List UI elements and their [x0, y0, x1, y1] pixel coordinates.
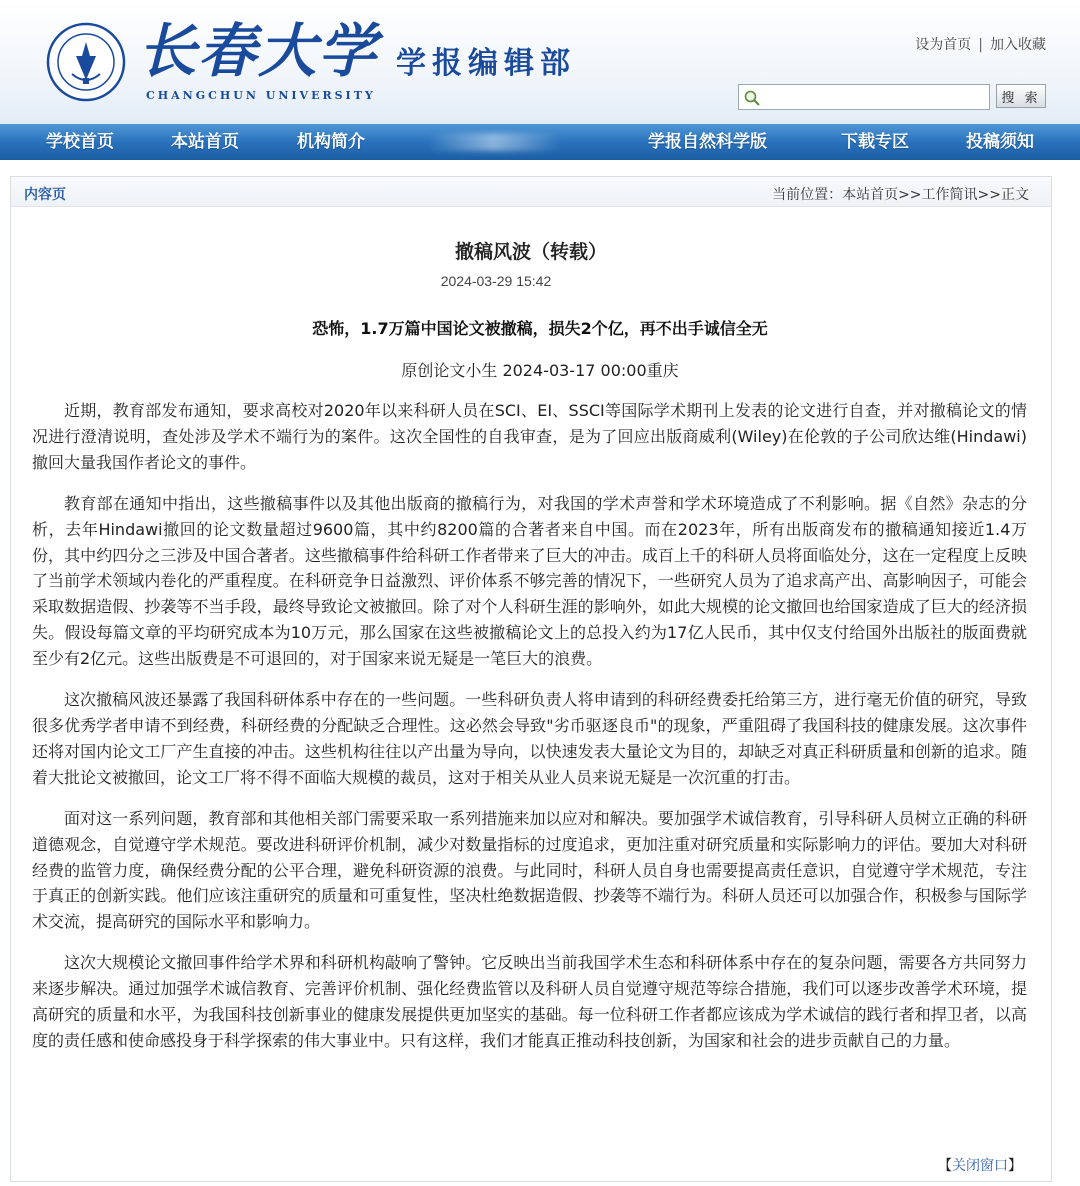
add-favorite-link[interactable]: 加入收藏 [990, 37, 1046, 53]
breadcrumb [11, 177, 1051, 207]
university-logo-english: CHANGCHUN UNIVERSITY [146, 89, 376, 102]
top-links [915, 34, 1046, 54]
article-title: 撤稿风波（转载） [454, 241, 607, 263]
article-paragraph: 教育部在通知中指出，这些撤稿事件以及其他出版商的撤稿行为，对我国的学术声誉和学术环境造成了不利影响。据《自然》杂志的分析，去年Hindawi撤回的论文数量超过9600篇，其中约8200篇的合著者来自中国。而在2023年，所有出版商发布的撤稿通知接近1.4万份，其中约四分之三涉及中国合著者。这些撤稿事件给科研工作者带来了巨大的冲击。成百上千的科研人员将面临处分，这在一定程度上反映了当前学术领域内卷化的严重程度。在科研竞争日益激烈、评价体系不够完善的情况下，一些研究人员为了追求高产出、高影响因子，可能会采取数据造假、抄袭等不当手段，最终导致论文被撤回。除了对个人科研生涯的影响外，如此大规模的论文撤回也给国家造成了巨大的经济损失。假设每篇文章的平均研究成本为10万元，那么国家在这些被撤稿论文上的总投入约为17亿人民币，其中仅支付给国外出版社的版面费就至少有2亿元。这些出版费是不可退回的，对于国家来说无疑是一笔巨大的浪费。 [32, 493, 1027, 669]
university-seal-icon [46, 22, 126, 102]
university-logo-text: 长春大学 [138, 17, 379, 85]
search-icon [743, 89, 761, 107]
blurred-nav-item [428, 133, 560, 151]
top-links-separator: | [978, 37, 983, 53]
nav-item-school-home[interactable]: 学校首页 [46, 132, 114, 152]
breadcrumb-path: 当前位置：本站首页>>工作简讯>>正文 [772, 187, 1029, 203]
close-window-link[interactable] [938, 1155, 1022, 1175]
nav-item-natural-science-edition[interactable]: 学报自然科学版 [648, 132, 767, 152]
section-label: 内容页 [24, 187, 66, 203]
bracket-open: 【 [938, 1158, 952, 1174]
article-paragraph: 近期，教育部发布通知，要求高校对2020年以来科研人员在SCI、EI、SSCI等国际学术期刊上发表的论文进行自查，并对撤稿论文的情况进行澄清说明，查处涉及学术不端行为的案件。这次全国性的自我审查，是为了回应出版商威利(Wiley)在伦敦的子公司欣达维(Hindawi)撤回大量我国作者论文的事件。 [32, 401, 1027, 472]
nav-item-about[interactable]: 机构简介 [297, 132, 365, 152]
set-homepage-link[interactable]: 设为首页 [915, 37, 972, 53]
nav-item-downloads[interactable]: 下载专区 [841, 132, 909, 152]
search-box [738, 84, 990, 110]
article-subtitle: 恐怖，1.7万篇中国论文被撤稿，损失2个亿，再不出手诚信全无 [312, 319, 768, 338]
nav-item-submission-guide[interactable]: 投稿须知 [966, 132, 1034, 152]
department-name: 学报编辑部 [396, 46, 576, 81]
site-header [0, 0, 1080, 124]
article-byline: 原创论文小生 2024-03-17 00:00重庆 [401, 361, 679, 380]
article-paragraph: 面对这一系列问题，教育部和其他相关部门需要采取一系列措施来加以应对和解决。要加强学术诚信教育，引导科研人员树立正确的科研道德观念，自觉遵守学术规范。要改进科研评价机制，减少对数量指标的过度追求，更加注重对研究质量和实际影响力的评估。要加大对科研经费的监管力度，确保经费分配的公平合理，避免科研资源的浪费。与此同时，科研人员自身也需要提高责任意识，自觉遵守学术规范，专注于真正的创新实践。他们应该注重研究的质量和可重复性，坚决杜绝数据造假、抄袭等不端行为。科研人员还可以加强合作，积极参与国际学术交流，提高研究的国际水平和影响力。 [32, 808, 1027, 932]
article-date: 2024-03-29 15:42 [440, 273, 552, 289]
main-nav [0, 124, 1080, 160]
search-button[interactable]: 搜 索 [996, 84, 1046, 108]
article-paragraph: 这次撤稿风波还暴露了我国科研体系中存在的一些问题。一些科研负责人将申请到的科研经费委托给第三方，进行毫无价值的研究，导致很多优秀学者申请不到经费，科研经费的分配缺乏合理性。这必然会导致"劣币驱逐良币"的现象，严重阻碍了我国科技的健康发展。这次事件还将对国内论文工厂产生直接的冲击。这些机构往往以产出量为导向，以快速发表大量论文为目的，却缺乏对真正科研质量和创新的追求。随着大批论文被撤回，论文工厂将不得不面临大规模的裁员，这对于相关从业人员来说无疑是一次沉重的打击。 [32, 690, 1027, 787]
nav-item-site-home[interactable]: 本站首页 [171, 132, 239, 152]
article-paragraph: 这次大规模论文撤回事件给学术界和科研机构敲响了警钟。它反映出当前我国学术生态和科研体系中存在的复杂问题，需要各方共同努力来逐步解决。通过加强学术诚信教育、完善评价机制、强化经费监管以及科研人员自觉遵守规范等综合措施，我们可以逐步改善学术环境，提高研究的质量和水平，为我国科技创新事业的健康发展提供更加坚实的基础。每一位科研工作者都应该成为学术诚信的践行者和捍卫者，以高度的责任感和使命感投身于科学探索的伟大事业中。只有这样，我们才能真正推动科技创新，为国家和社会的进步贡献自己的力量。 [32, 953, 1027, 1050]
search-input[interactable] [763, 86, 987, 108]
bracket-close: 】 [1008, 1158, 1022, 1174]
article-body [32, 398, 1027, 1069]
close-window-label[interactable]: 关闭窗口 [952, 1158, 1008, 1174]
